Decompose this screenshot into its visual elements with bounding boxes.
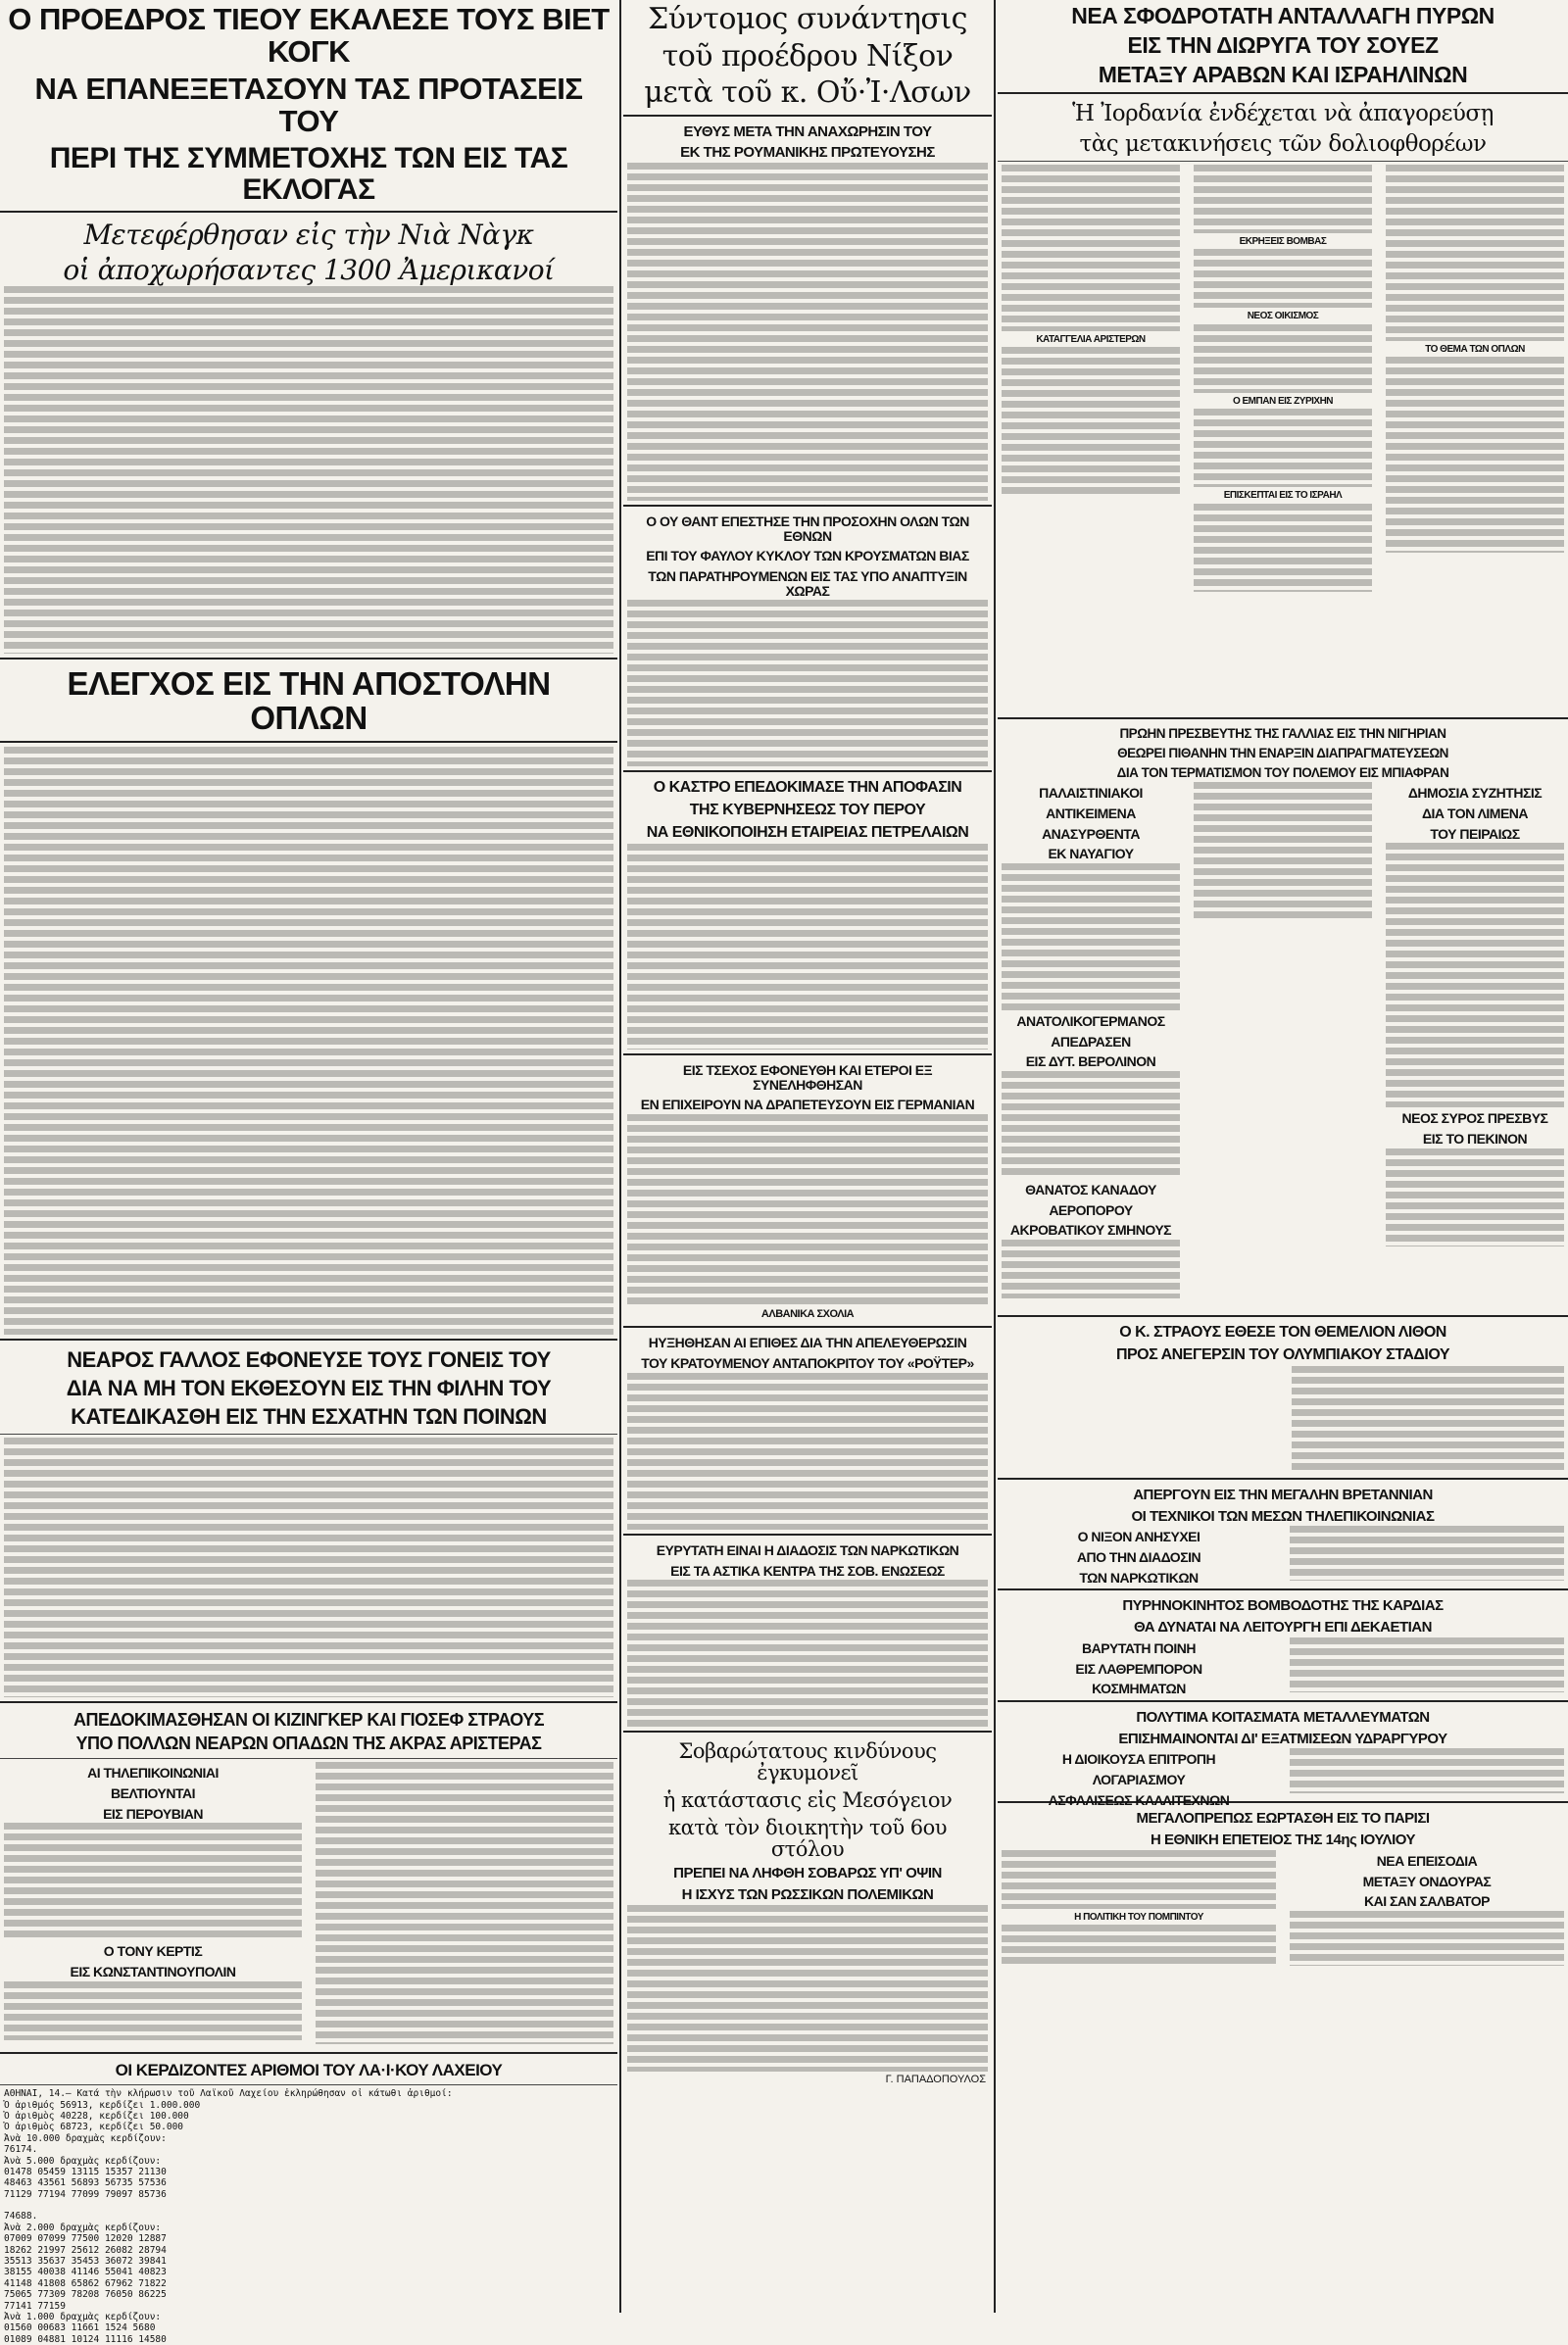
- narc-headline-line-1: ΕΥΡΥΤΑΤΗ ΕΙΝΑΙ Η ΔΙΑΔΟΣΙΣ ΤΩΝ ΝΑΡΚΩΤΙΚΩΝ: [656, 1541, 959, 1558]
- arms-topic-article-body: [1386, 357, 1564, 553]
- ambassador-head-2: ΕΙΣ ΤΟ ΠΕΚΙΝΟΝ: [1422, 1130, 1528, 1147]
- castro-headline-line-1: Ο ΚΑΣΤΡΟ ΕΠΕΔΟΚΙΜΑΣΕ ΤΗΝ ΑΠΟΦΑΣΙΝ: [653, 779, 962, 797]
- column-rule: [619, 0, 621, 2313]
- arrest-article-body: [1002, 347, 1180, 494]
- divider: [0, 1434, 617, 1435]
- lead-headline-line-3: ΠΕΡΙ ΤΗΣ ΣΥΜΜΕΤΟΧΗΣ ΤΩΝ ΕΙΣ ΤΑΣ ΕΚΛΟΓΑΣ: [49, 142, 568, 206]
- youth-article-body: [4, 1438, 613, 1697]
- minerals-headline-line-2: ΕΠΙΣΗΜΑΙΝΟΝΤΑΙ ΔΙ' ΕΞΑΤΜΙΣΕΩΝ ΥΔΡΑΡΓΥΡΟΥ: [1118, 1730, 1447, 1747]
- strauss-headline-line-2: ΠΡΟΣ ΑΝΕΓΕΡΣΙΝ ΤΟΥ ΟΛΥΜΠΙΑΚΟΥ ΣΤΑΔΙΟΥ: [1115, 1346, 1450, 1364]
- penalty-head-2: ΕΙΣ ΛΑΘΡΕΜΠΟΡΟΝ: [1075, 1660, 1202, 1677]
- telecom-head-line-2: ΒΕΛΤΙΟΥΝΤΑΙ: [110, 1785, 196, 1801]
- honduras-article-body: [1290, 1911, 1564, 1966]
- telecom-head-line-1: ΑΙ ΤΗΛΕΠΙΚΟΙΝΩΝΙΑΙ: [87, 1765, 219, 1782]
- east-german-article-body: [1002, 1071, 1180, 1179]
- pompidou-subhead: Η ΠΟΛΙΤΙΚΗ ΤΟΥ ΠΟΜΠΙΝΤΟΥ: [1074, 1911, 1203, 1923]
- settlement-article-body: [1194, 324, 1372, 393]
- divider: [0, 1758, 617, 1759]
- kerti-head-line-1: Ο ΤΟΝΥ ΚΕΡΤΙΣ: [103, 1943, 203, 1960]
- suez-headline-line-3: ΜΕΤΑΞΥ ΑΡΑΒΩΝ ΚΑΙ ΙΣΡΑΗΛΙΝΩΝ: [1098, 62, 1468, 88]
- divider: [0, 211, 617, 213]
- france-article-body: [1194, 782, 1372, 919]
- fleet-headline-line-1: Σοβαρώτατους κινδύνους ἐγκυμονεῖ: [678, 1739, 937, 1785]
- divider: [623, 1326, 992, 1328]
- column-right: [998, 0, 1568, 2313]
- honduras-head-1: ΝΕΑ ΕΠΕΙΣΟΔΙΑ: [1376, 1852, 1478, 1869]
- canada-head-2: ΑΕΡΟΠΟΡΟΥ: [1049, 1201, 1133, 1218]
- lottery-headline: ΟΙ ΚΕΡΔΙΖΟΝΤΕΣ ΑΡΙΘΜΟΙ ΤΟΥ ΛΑ·Ι·ΚΟΥ ΛΑΧΕΙΟΥ: [115, 2061, 503, 2080]
- castro-headline-line-2: ΤΗΣ ΚΥΒΕΡΝΗΣΕΩΣ ΤΟΥ ΠΕΡΟΥ: [689, 802, 926, 819]
- heart-headline-line-2: ΘΑ ΔΥΝΑΤΑΙ ΝΑ ΛΕΙΤΟΥΡΓΗ ΕΠΙ ΔΕΚΑΕΤΙΑΝ: [1134, 1619, 1432, 1637]
- divider: [998, 161, 1568, 162]
- palestine-head-2: ΑΝΤΙΚΕΙΜΕΝΑ: [1046, 805, 1136, 821]
- zurich-subhead: Ο ΕΜΠΑΝ ΕΙΣ ΖΥΡΙΧΗΝ: [1232, 395, 1334, 407]
- nixon-narc-head-2: ΑΠΟ ΤΗΝ ΔΙΑΔΟΣΙΝ: [1076, 1549, 1201, 1565]
- divider: [998, 717, 1568, 719]
- piraeus-head-3: ΤΟΥ ΠΕΙΡΑΙΩΣ: [1430, 825, 1520, 842]
- minerals-headline-line-1: ΠΟΛΥΤΙΜΑ ΚΟΙΤΑΣΜΑΤΑ ΜΕΤΑΛΛΕΥΜΑΤΩΝ: [1136, 1708, 1430, 1726]
- column-left: [0, 0, 617, 2345]
- castro-article-body: [627, 844, 988, 1050]
- meet-sub-line-1: ΕΥΘΥΣ ΜΕΤΑ ΤΗΝ ΑΝΑΧΩΡΗΣΙΝ ΤΟΥ: [683, 122, 932, 140]
- east-german-head-2: ΑΠΕΔΡΑΣΕΝ: [1051, 1033, 1131, 1050]
- pompidou-article-body: [1002, 1925, 1276, 1964]
- suez-headline-line-2: ΕΙΣ ΤΗΝ ΔΙΩΡΥΓΑ ΤΟΥ ΣΟΥΕΖ: [1127, 32, 1439, 59]
- nixon-narc-head-3: ΤΩΝ ΝΑΡΚΩΤΙΚΩΝ: [1079, 1569, 1199, 1586]
- youth-headline-line-2: ΔΙΑ ΝΑ ΜΗ ΤΟΝ ΕΚΘΕΣΟΥΝ ΕΙΣ ΤΗΝ ΦΙΛΗΝ ΤΟΥ: [66, 1376, 552, 1401]
- meet-headline-line-2: τοῦ προέδρου Νίξον: [662, 38, 954, 73]
- divider: [0, 2052, 617, 2054]
- kiesinger-article-body: [316, 1762, 613, 2044]
- fleet-headline-line-4: ΠΡΕΠΕΙ ΝΑ ΛΗΦΘΗ ΣΟΒΑΡΩΣ ΥΠ' ΟΨΙΝ: [673, 1865, 942, 1882]
- honduras-head-2: ΜΕΤΑΞΥ ΟΝΔΟΥΡΑΣ: [1362, 1873, 1492, 1889]
- divider: [998, 1315, 1568, 1317]
- box-signature: Γ. ΠΑΠΑΔΟΠΟΥΛΟΣ: [885, 2073, 986, 2085]
- paris-article-body: [1002, 1850, 1276, 1909]
- canada-article-body: [1002, 1240, 1180, 1298]
- nixon-narc-head-1: Ο ΝΙΞΟΝ ΑΝΗΣΥΧΕΙ: [1077, 1529, 1200, 1545]
- suez-headline-line-1: ΝΕΑ ΣΦΟΔΡΟΤΑΤΗ ΑΝΤΑΛΛΑΓΗ ΠΥΡΩΝ: [1071, 3, 1494, 28]
- east-german-head-3: ΕΙΣ ΔΥΤ. ΒΕΡΟΛΙΝΟΝ: [1025, 1053, 1156, 1070]
- penalty-head-1: ΒΑΡΥΤΑΤΗ ΠΟΙΝΗ: [1081, 1639, 1197, 1656]
- penalty-head-3: ΚΟΣΜΗΜΑΤΩΝ: [1092, 1681, 1186, 1697]
- ambassador-head-1: ΝΕΟΣ ΣΥΡΟΣ ΠΡΕΣΒΥΣ: [1401, 1110, 1548, 1127]
- strauss-headline-line-1: Ο Κ. ΣΤΡΑΟΥΣ ΕΘΕΣΕ ΤΟΝ ΘΕΜΕΛΙΟΝ ΛΙΘΟΝ: [1119, 1324, 1446, 1342]
- lead-headline-line-2: ΝΑ ΕΠΑΝΕΞΕΤΑΣΟΥΝ ΤΑΣ ΠΡΟΤΑΣΕΙΣ ΤΟΥ: [34, 72, 583, 138]
- uthant-headline-line-2: ΕΠΙ ΤΟΥ ΦΑΥΛΟΥ ΚΥΚΛΟΥ ΤΩΝ ΚΡΟΥΣΜΑΤΩΝ ΒΙΑΣ: [646, 548, 969, 564]
- youth-headline-line-1: ΝΕΑΡΟΣ ΓΑΛΛΟΣ ΕΦΟΝΕΥΣΕ ΤΟΥΣ ΓΟΝΕΙΣ ΤΟΥ: [67, 1347, 551, 1373]
- zurich-article-body: [1194, 409, 1372, 487]
- divider: [0, 1339, 617, 1341]
- admin-head-3: ΑΣΦΑΛΙΣΕΩΣ ΚΑΛΛΙΤΕΧΝΩΝ: [1048, 1791, 1230, 1808]
- piraeus-article-body: [1386, 843, 1564, 1107]
- divider: [623, 1053, 992, 1055]
- kiesinger-headline-line-2: ΥΠΟ ΠΟΛΛΩΝ ΝΕΑΡΩΝ ΟΠΑΔΩΝ ΤΗΣ ΑΚΡΑΣ ΑΡΙΣΤΕΡΑΣ: [75, 1734, 542, 1754]
- france-headline-line-3: ΔΙΑ ΤΟΝ ΤΕΡΜΑΤΙΣΜΟΝ ΤΟΥ ΠΟΛΕΜΟΥ ΕΙΣ ΜΠΙΑΦΡΑΝ: [1116, 765, 1449, 781]
- divider: [623, 770, 992, 772]
- lead-article-body: [4, 286, 613, 654]
- narc-headline-line-2: ΕΙΣ ΤΑ ΑΣΤΙΚΑ ΚΕΝΤΡΑ ΤΗΣ ΣΟΒ. ΕΝΩΣΕΩΣ: [670, 1562, 945, 1579]
- czech-article-body: [627, 1114, 988, 1305]
- youth-headline-line-3: ΚΑΤΕΔΙΚΑΣΘΗ ΕΙΣ ΤΗΝ ΕΣΧΑΤΗΝ ΤΩΝ ΠΟΙΝΩΝ: [71, 1404, 547, 1430]
- arms-headline: ΕΛΕΓΧΟΣ ΕΙΣ ΤΗΝ ΑΠΟΣΤΟΛΗΝ ΟΠΛΩΝ: [67, 664, 551, 736]
- meet-article-body: [627, 163, 988, 501]
- meet-sub-line-2: ΕΚ ΤΗΣ ΡΟΥΜΑΝΙΚΗΣ ΠΡΩΤΕΥΟΥΣΗΣ: [680, 144, 935, 162]
- visitors-subhead: ΕΠΙΣΚΕΠΤΑΙ ΕΙΣ ΤΟ ΙΣΡΑΗΛ: [1223, 490, 1343, 502]
- britain-headline-line-2: ΟΙ ΤΕΧΝΙΚΟΙ ΤΩΝ ΜΕΣΩΝ ΤΗΛΕΠΙΚΟΙΝΩΝΙΑΣ: [1131, 1507, 1435, 1525]
- admin-head-1: Η ΔΙΟΙΚΟΥΣΑ ΕΠΙΤΡΟΠΗ: [1061, 1751, 1216, 1768]
- piraeus-head-1: ΔΗΜΟΣΙΑ ΣΥΖΗΤΗΣΙΣ: [1407, 785, 1543, 802]
- divider: [0, 741, 617, 743]
- settlement-subhead: ΝΕΟΣ ΟΙΚΙΣΜΟΣ: [1247, 311, 1319, 322]
- bombs-article-body: [1194, 249, 1372, 308]
- bombs-subhead: ΕΚΡΗΞΕΙΣ ΒΟΜΒΑΣ: [1239, 235, 1327, 247]
- paris-headline-line-2: Η ΕΘΝΙΚΗ ΕΠΕΤΕΙΟΣ ΤΗΣ 14ης ΙΟΥΛΙΟΥ: [1151, 1832, 1415, 1849]
- fleet-headline-line-5: Η ΙΣΧΥΣ ΤΩΝ ΡΩΣΣΙΚΩΝ ΠΟΛΕΜΙΚΩΝ: [681, 1886, 934, 1904]
- jordan-sub-line-2: τὰς μετακινήσεις τῶν δολιοφθορέων: [1079, 130, 1487, 157]
- meet-headline-line-1: Σύντομος συνάντησις: [648, 2, 967, 36]
- suez-article-body: [1002, 165, 1180, 331]
- palestine-article-body: [1002, 863, 1180, 1010]
- palestine-head-1: ΠΑΛΑΙΣΤΙΝΙΑΚΟΙ: [1039, 785, 1143, 802]
- narc-article-body: [627, 1580, 988, 1727]
- lead-subheadline-line-2: οἱ ἀποχωρήσαντες 1300 Ἀμερικανοί: [63, 253, 555, 286]
- canada-head-1: ΘΑΝΑΤΟΣ ΚΑΝΑΔΟΥ: [1025, 1182, 1156, 1198]
- heart-article-body: [1290, 1637, 1564, 1692]
- meet-headline-line-3: μετὰ τοῦ κ. Οὔ·Ἰ·Λσων: [644, 75, 971, 110]
- canada-head-3: ΑΚΡΟΒΑΤΙΚΟΥ ΣΜΗΝΟΥΣ: [1009, 1222, 1172, 1239]
- divider: [0, 658, 617, 660]
- britain-headline-line-1: ΑΠΕΡΓΟΥΝ ΕΙΣ ΤΗΝ ΜΕΓΑΛΗΝ ΒΡΕΤΑΝΝΙΑΝ: [1133, 1486, 1433, 1503]
- divider: [623, 1534, 992, 1536]
- arrest-subhead: ΚΑΤΑΓΓΕΛΙΑ ΑΡΙΣΤΕΡΩΝ: [1036, 333, 1146, 345]
- strauss-article-body: [1292, 1366, 1564, 1474]
- arms-article-body: [4, 747, 613, 1335]
- divider: [998, 92, 1568, 94]
- heart-headline-line-1: ΠΥΡΗΝΟΚΙΝΗΤΟΣ ΒΟΜΒΟΔΟΤΗΣ ΤΗΣ ΚΑΡΔΙΑΣ: [1122, 1597, 1444, 1615]
- czech-headline-line-2: ΕΝ ΕΠΙΧΕΙΡΟΥΝ ΝΑ ΔΡΑΠΕΤΕΥΣΟΥΝ ΕΙΣ ΓΕΡΜΑΝΙΑΝ: [640, 1097, 975, 1113]
- france-headline-line-2: ΘΕΩΡΕΙ ΠΙΘΑΝΗΝ ΤΗΝ ΕΝΑΡΞΙΝ ΔΙΑΠΡΑΓΜΑΤΕΥΣΕΩΝ: [1117, 745, 1448, 760]
- lottery-results: ΑΘΗΝΑΙ, 14.— Κατά τὴν κλήρωσιν τοῦ Λαϊκοῦ Λαχείου ἐκληρώθησαν οἱ κάτωθι ἀριθμοί: Ὁ ἀριθμός 56913, κερδίζει 1.000.000 Ὁ ἀριθμὸς 40228, κερδίζει 100.000 Ὁ ἀριθμὸς 68723, κερδίζει 50.000 Ἀνὰ 10.000 δραχμὰς κερδίζουν: 76174. Ἀνὰ 5.000 δραχμὰς κερδίζουν: 01478 05459 13115 15357 21130 48463 43561 56893 56735 57536 71129 77194 77099 79097 85736 74688. Ἀνὰ 2.000 δραχμὰς κερδίζουν: 07009 07099 77500 12020 12887 18262 21997 25612 26082 28794 35513 35637 35453 36072 39841 38155 40038 41146 55041 40823 41148 41808 65862 67962 71822 75065 77309 78208 76050 86225 77141 77159 Ἀνὰ 1.000 δραχμὰς κερδίζουν: 01560 00683 11661 1524 5680 01089 04881 10124 11116 14580: [4, 2088, 453, 2345]
- telecom-head-line-3: ΕΙΣ ΠΕΡΟΥΒΙΑΝ: [103, 1805, 203, 1822]
- reuters-article-body: [627, 1373, 988, 1530]
- visitors-article-body: [1194, 504, 1372, 592]
- fleet-headline-line-2: ἡ κατάστασις εἰς Μεσόγειον: [662, 1788, 953, 1813]
- albania-subhead: ΑΛΒΑΝΙΚΑ ΣΧΟΛΙΑ: [760, 1307, 855, 1320]
- minerals-article-body: [1290, 1748, 1564, 1793]
- france-headline-line-1: ΠΡΩΗΝ ΠΡΕΣΒΕΥΤΗΣ ΤΗΣ ΓΑΛΛΙΑΣ ΕΙΣ ΤΗΝ ΝΙΓΗΡΙΑΝ: [1119, 725, 1446, 741]
- kerti-article-body: [4, 1981, 302, 2040]
- uthant-headline-line-1: Ο ΟΥ ΘΑΝΤ ΕΠΕΣΤΗΣΕ ΤΗΝ ΠΡΟΣΟΧΗΝ ΟΛΩΝ ΤΩΝ ΕΘΝΩΝ: [646, 513, 969, 544]
- admin-head-2: ΛΟΓΑΡΙΑΣΜΟΥ: [1092, 1772, 1186, 1787]
- divider: [0, 2084, 617, 2085]
- fleet-article-body: [627, 1905, 988, 2072]
- reuters-headline-line-2: ΤΟΥ ΚΡΑΤΟΥΜΕΝΟΥ ΑΝΤΑΠΟΚΡΙΤΟΥ ΤΟΥ «ΡΟΫΤΕΡ»: [641, 1355, 974, 1372]
- divider: [998, 1588, 1568, 1590]
- lead-subheadline-line-1: Μετεφέρθησαν εἰς τὴν Νιὰ Νὰγκ: [83, 219, 534, 252]
- castro-headline-line-3: ΝΑ ΕΘΝΙΚΟΠΟΙΗΣΗ ΕΤΑΙΡΕΙΑΣ ΠΕΤΡΕΛΑΙΩΝ: [646, 824, 969, 842]
- divider: [623, 1731, 992, 1733]
- honduras-head-3: ΚΑΙ ΣΑΝ ΣΑΛΒΑΤΟΡ: [1364, 1893, 1490, 1910]
- britain-article-body: [1290, 1526, 1564, 1581]
- jordan-sub-line-1: Ἡ Ἰορδανία ἐνδέχεται νὰ ἀπαγορεύσῃ: [1072, 101, 1494, 127]
- column-center: [623, 0, 992, 2313]
- right-side-article: [1386, 165, 1564, 341]
- divider: [0, 1701, 617, 1703]
- paris-headline-line-1: ΜΕΓΑΛΟΠΡΕΠΩΣ ΕΩΡΤΑΣΘΗ ΕΙΣ ΤΟ ΠΑΡΙΣΙ: [1136, 1810, 1430, 1828]
- column-rule: [994, 0, 996, 2313]
- telecom-article-body: [4, 1823, 302, 1940]
- czech-headline-line-1: ΕΙΣ ΤΣΕΧΟΣ ΕΦΟΝΕΥΘΗ ΚΑΙ ΕΤΕΡΟΙ ΕΞ ΣΥΝΕΛΗΦΘΗΣΑΝ: [682, 1061, 933, 1093]
- uthant-article-body: [627, 600, 988, 766]
- bombs-article-intro: [1194, 165, 1372, 233]
- palestine-head-3: ΑΝΑΣΥΡΘΕΝΤΑ: [1042, 825, 1140, 842]
- divider: [998, 1700, 1568, 1702]
- palestine-head-4: ΕΚ ΝΑΥΑΓΙΟΥ: [1048, 846, 1134, 862]
- east-german-head-1: ΑΝΑΤΟΛΙΚΟΓΕΡΜΑΝΟΣ: [1016, 1012, 1165, 1029]
- kiesinger-headline-line-1: ΑΠΕΔΟΚΙΜΑΣΘΗΣΑΝ ΟΙ ΚΙΖΙΝΓΚΕΡ ΚΑΙ ΓΙΟΣΕΦ ΣΤΡΑΟΥΣ: [73, 1709, 545, 1730]
- piraeus-head-2: ΔΙΑ ΤΟΝ ΛΙΜΕΝΑ: [1421, 805, 1529, 821]
- divider: [623, 505, 992, 507]
- uthant-headline-line-3: ΤΩΝ ΠΑΡΑΤΗΡΟΥΜΕΝΩΝ ΕΙΣ ΤΑΣ ΥΠΟ ΑΝΑΠΤΥΞΙΝ ΧΩΡΑΣ: [648, 568, 967, 599]
- arms-topic-subhead: ΤΟ ΘΕΜΑ ΤΩΝ ΟΠΛΩΝ: [1425, 343, 1525, 355]
- fleet-headline-line-3: κατὰ τὸν διοικητὴν τοῦ 6ου στόλου: [667, 1816, 948, 1862]
- divider: [623, 115, 992, 117]
- divider: [998, 1478, 1568, 1480]
- ambassador-article-body: [1386, 1148, 1564, 1246]
- lead-headline-line-1: Ο ΠΡΟΕΔΡΟΣ ΤΙΕΟΥ ΕΚΑΛΕΣΕ ΤΟΥΣ ΒΙΕΤ ΚΟΓΚ: [8, 2, 610, 69]
- kerti-head-line-2: ΕΙΣ ΚΩΝΣΤΑΝΤΙΝΟΥΠΟΛΙΝ: [70, 1964, 236, 1980]
- reuters-headline-line-1: ΗΥΞΗΘΗΣΑΝ ΑΙ ΕΠΙΘΕΣ ΔΙΑ ΤΗΝ ΑΠΕΛΕΥΘΕΡΩΣΙΝ: [648, 1335, 967, 1351]
